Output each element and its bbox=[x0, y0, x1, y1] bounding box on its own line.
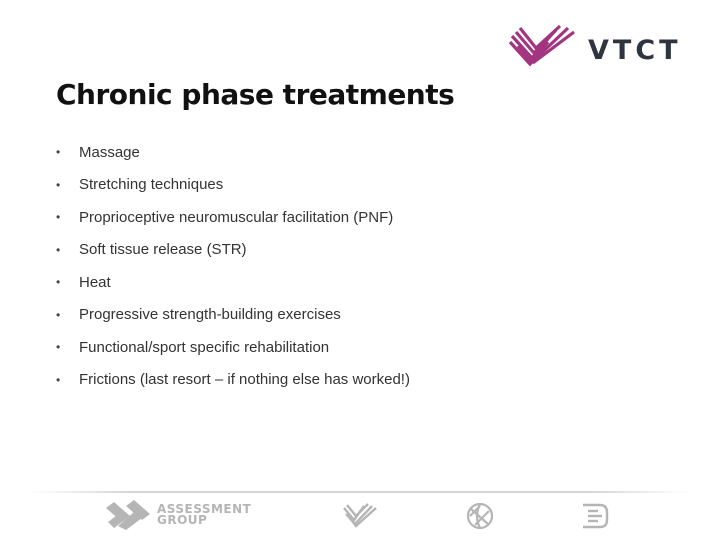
assessment-group-line2: GROUP bbox=[157, 513, 208, 527]
vtct-mark-icon bbox=[342, 502, 378, 530]
vtct-logo bbox=[508, 24, 682, 78]
bullet-dot: • bbox=[56, 145, 61, 160]
list-item bbox=[56, 364, 410, 397]
footer-divider bbox=[30, 491, 690, 493]
bullet-text: Progressive strength-building exercises bbox=[79, 306, 341, 324]
bullet-text: Stretching techniques bbox=[79, 176, 224, 194]
assessment-group-line1: ASSESSMENT bbox=[157, 502, 252, 516]
slide-title: Chronic phase treatments bbox=[56, 78, 455, 111]
bullet-dot: • bbox=[56, 340, 61, 355]
bullet-text: Heat bbox=[79, 273, 111, 291]
bullet-list bbox=[56, 136, 410, 396]
list-item bbox=[56, 201, 410, 234]
list-item bbox=[56, 169, 410, 202]
bullet-text: Massage bbox=[79, 143, 140, 161]
bullet-dot: • bbox=[56, 275, 61, 290]
bullet-dot: • bbox=[56, 210, 61, 225]
brand-name: VTCT bbox=[588, 35, 682, 66]
bullet-text: Soft tissue release (STR) bbox=[79, 241, 247, 259]
bullet-dot: • bbox=[56, 372, 61, 387]
list-item bbox=[56, 234, 410, 267]
bullet-text: Proprioceptive neuromuscular facilitation (PNF) bbox=[79, 208, 394, 226]
globe-icon bbox=[465, 501, 495, 531]
bullet-text: Frictions (last resort – if nothing else has worked!) bbox=[79, 371, 410, 389]
bullet-text: Functional/sport specific rehabilitation bbox=[79, 338, 330, 356]
list-item bbox=[56, 331, 410, 364]
bullet-dot: • bbox=[56, 177, 61, 192]
list-item bbox=[56, 299, 410, 332]
itec-logo-icon bbox=[580, 502, 610, 530]
vtct-mark-icon bbox=[508, 24, 580, 78]
list-item bbox=[56, 136, 410, 169]
assessment-group-wordmark bbox=[157, 504, 251, 526]
assessment-group-logo-icon bbox=[104, 500, 152, 530]
bullet-dot: • bbox=[56, 242, 61, 257]
list-item bbox=[56, 266, 410, 299]
bullet-dot: • bbox=[56, 307, 61, 322]
